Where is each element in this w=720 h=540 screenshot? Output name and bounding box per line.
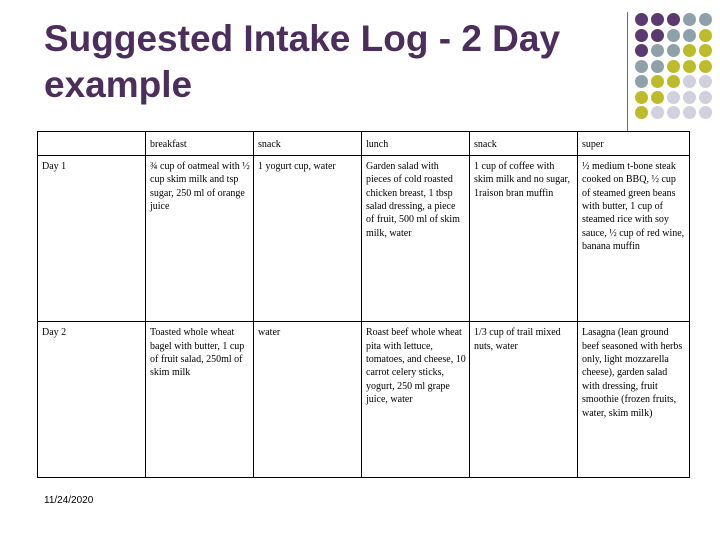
decorative-dot xyxy=(699,75,712,88)
breakfast-cell: Toasted whole wheat bagel with butter, 1 cup of fruit salad, 250ml of skim milk xyxy=(146,322,254,478)
decorative-dot xyxy=(683,29,696,42)
decorative-dot xyxy=(651,44,664,57)
decorative-dot xyxy=(683,75,696,88)
decorative-dot xyxy=(699,29,712,42)
decorative-dot xyxy=(699,44,712,57)
decorative-dot xyxy=(635,60,648,73)
decorative-dot xyxy=(699,13,712,26)
table-header-row xyxy=(38,132,690,156)
table-row-day-1 xyxy=(38,155,690,321)
decorative-dot xyxy=(699,91,712,104)
table-row-day-2 xyxy=(38,322,690,478)
day-label-cell: Day 1 xyxy=(38,155,146,321)
decorative-dot xyxy=(699,60,712,73)
lunch-cell: Garden salad with pieces of cold roasted chicken breast, 1 tbsp salad dressing, a piece of fruit, 500 ml of skim milk, water xyxy=(362,155,470,321)
header-cell-snack-1: snack xyxy=(254,132,362,156)
intake-log-table xyxy=(37,131,690,478)
decorative-dot xyxy=(651,91,664,104)
decorative-dot xyxy=(699,106,712,119)
super-cell: ½ medium t-bone steak cooked on BBQ, ½ cup of steamed green beans with butter, 1 cup of steamed rice with soy sauce, ½ cup of red wine, banana muffin xyxy=(578,155,690,321)
decorative-dot xyxy=(667,29,680,42)
decorative-dot xyxy=(667,60,680,73)
snack-cell: water xyxy=(254,322,362,478)
decorative-dot xyxy=(683,44,696,57)
super-cell: Lasagna (lean ground beef seasoned with herbs only, light mozzarella cheese), garden salad with dressing, fruit smoothie (frozen fruits, water, skim milk) xyxy=(578,322,690,478)
title-divider-line xyxy=(627,12,628,132)
decorative-dot xyxy=(683,91,696,104)
decorative-dot xyxy=(683,106,696,119)
header-cell-super: super xyxy=(578,132,690,156)
slide-title: Suggested Intake Log - 2 Day example xyxy=(44,18,561,105)
decorative-dot xyxy=(683,60,696,73)
decorative-dot xyxy=(667,13,680,26)
decorative-dot xyxy=(635,29,648,42)
decorative-dot-grid xyxy=(635,13,720,123)
decorative-dot xyxy=(651,29,664,42)
header-cell-snack-2: snack xyxy=(470,132,578,156)
snack-cell: 1/3 cup of trail mixed nuts, water xyxy=(470,322,578,478)
decorative-dot xyxy=(667,44,680,57)
decorative-dot xyxy=(635,75,648,88)
snack-cell: 1 cup of coffee with skim milk and no sugar, 1raison bran muffin xyxy=(470,155,578,321)
decorative-dot xyxy=(651,60,664,73)
day-label-cell: Day 2 xyxy=(38,322,146,478)
header-cell-breakfast: breakfast xyxy=(146,132,254,156)
footer-date: 11/24/2020 xyxy=(44,495,94,506)
decorative-dot xyxy=(667,91,680,104)
decorative-dot xyxy=(635,106,648,119)
decorative-dot xyxy=(667,75,680,88)
decorative-dot xyxy=(635,44,648,57)
decorative-dot xyxy=(651,13,664,26)
snack-cell: 1 yogurt cup, water xyxy=(254,155,362,321)
header-cell-lunch: lunch xyxy=(362,132,470,156)
decorative-dot xyxy=(683,13,696,26)
decorative-dot xyxy=(651,75,664,88)
decorative-dot xyxy=(651,106,664,119)
decorative-dot xyxy=(635,13,648,26)
decorative-dot xyxy=(635,91,648,104)
lunch-cell: Roast beef whole wheat pita with lettuce, tomatoes, and cheese, 10 carrot celery sticks, yogurt, 250 ml grape juice, water xyxy=(362,322,470,478)
decorative-dot xyxy=(667,106,680,119)
header-cell-empty xyxy=(38,132,146,156)
breakfast-cell: ¾ cup of oatmeal with ½ cup skim milk and tsp sugar, 250 ml of orange juice xyxy=(146,155,254,321)
